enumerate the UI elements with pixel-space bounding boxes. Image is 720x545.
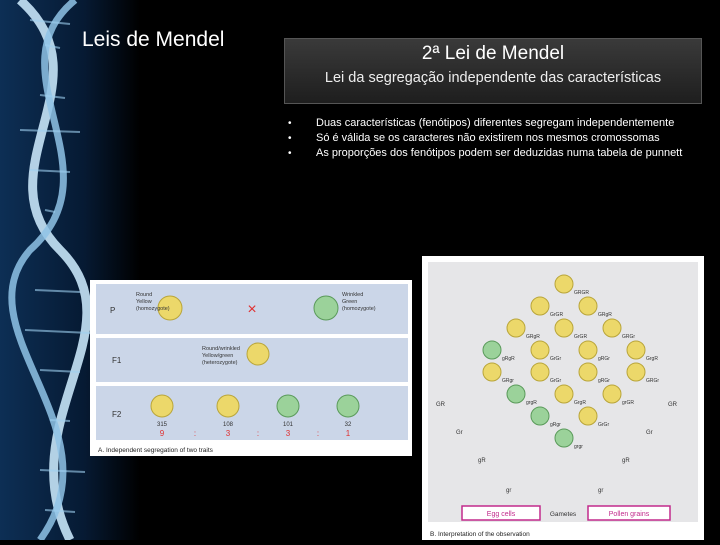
left-label: gr [506, 488, 512, 494]
gen-f1: F1 [112, 356, 122, 365]
figure-b-caption: B. Interpretation of the observation [430, 531, 530, 538]
punnett-seed [531, 297, 549, 315]
cross-symbol: × [247, 301, 257, 318]
bullet-dot: • [288, 133, 292, 144]
ratio-4: 1 [345, 429, 351, 438]
f1-line3: (heterozygote) [202, 360, 238, 366]
parent2-line1: Wrinkled [342, 292, 364, 298]
seed-wrinkled-green [314, 296, 338, 320]
punnett-genotype: gRGr [598, 378, 610, 384]
slide-title: Leis de Mendel [82, 28, 225, 51]
heading-box [284, 38, 702, 104]
punnett-genotype: grGR [622, 400, 634, 406]
punnett-genotype: GRGr [622, 334, 636, 340]
punnett-seed [507, 385, 525, 403]
punnett-genotype: GrGR [550, 312, 564, 318]
ratio-1: 9 [159, 429, 165, 438]
punnett-genotype: grgR [526, 400, 537, 406]
ratio-3: 3 [285, 429, 291, 438]
punnett-genotype: GRgR [598, 312, 612, 318]
egg-cells-label: Egg cells [486, 511, 516, 518]
punnett-seed [627, 363, 645, 381]
punnett-genotype: GrGr [550, 378, 562, 384]
subheading: Lei da segregação independente das características [324, 70, 662, 86]
punnett-genotype: GrgR [574, 400, 586, 406]
pollen-grains-label: Pollen grains [608, 511, 650, 518]
punnett-genotype: GrGR [574, 334, 588, 340]
punnett-seed [531, 363, 549, 381]
punnett-seed [531, 341, 549, 359]
punnett-seed [507, 319, 525, 337]
count-3: 101 [282, 422, 294, 428]
right-label: GR [668, 402, 677, 408]
punnett-genotype: gRgR [502, 356, 515, 362]
punnett-seed [555, 275, 573, 293]
punnett-seed [627, 341, 645, 359]
punnett-genotype: gRGr [598, 356, 610, 362]
punnett-seed [579, 407, 597, 425]
punnett-genotype: GrGr [550, 356, 562, 362]
gen-p: P [110, 306, 116, 315]
count-2: 108 [222, 422, 234, 428]
right-label: gr [598, 488, 604, 494]
figure-a-caption: A. Independent segregation of two traits [98, 447, 213, 454]
seed-f2-round-yellow [151, 395, 173, 417]
punnett-genotype: GRGR [574, 290, 589, 296]
bullet-dot: • [288, 148, 292, 159]
f2-panel [96, 386, 408, 440]
ratio-sep: : [256, 429, 260, 438]
f1-line2: Yellow/green [202, 353, 234, 359]
ratio-sep: : [316, 429, 320, 438]
seed-f2-round-green [277, 395, 299, 417]
left-label: Gr [456, 430, 463, 436]
figure-independent-segregation [90, 280, 412, 456]
bullet-text: Duas características (fenótipos) diferentes segregam independentemente [316, 117, 675, 129]
bullet-text: As proporções dos fenótipos podem ser deduzidas numa tabela de punnett [316, 147, 683, 159]
punnett-genotype: GrgR [646, 356, 658, 362]
seed-f1 [247, 343, 269, 365]
punnett-genotype: GRgr [502, 378, 514, 384]
ratio-2: 3 [225, 429, 231, 438]
figure-punnett-interpretation [422, 256, 704, 540]
f1-line1: Round/wrinkled [202, 346, 240, 352]
seed-f2-wrinkled-green [337, 395, 359, 417]
parent1-line1: Round [136, 292, 153, 298]
punnett-seed [579, 363, 597, 381]
parent2-line2: Green [342, 299, 358, 305]
seed-f2-wrinkled-yellow [217, 395, 239, 417]
count-1: 315 [156, 422, 168, 428]
punnett-seed [555, 385, 573, 403]
right-label: gR [622, 458, 630, 464]
punnett-seed [555, 319, 573, 337]
right-label: Gr [646, 430, 653, 436]
parent1-line3: (homozygote) [136, 306, 170, 312]
punnett-seed [483, 363, 501, 381]
left-label: GR [436, 402, 445, 408]
bullet-item [286, 116, 706, 131]
gametes-label: Gametes [549, 511, 577, 518]
parent2-line3: (homozygote) [342, 306, 376, 312]
dna-helix-illustration [0, 0, 140, 540]
bullet-text: Só é válida se os caracteres não existirem nos mesmos cromossomas [316, 132, 660, 144]
punnett-seed [531, 407, 549, 425]
bullet-list [286, 116, 706, 161]
punnett-genotype: gRgr [550, 422, 561, 428]
punnett-seed [483, 341, 501, 359]
bullet-item [286, 131, 706, 146]
punnett-genotype: GRGr [646, 378, 660, 384]
punnett-seed [555, 429, 573, 447]
punnett-genotype: grgr [574, 444, 583, 450]
left-label: gR [478, 458, 486, 464]
count-4: 32 [344, 422, 352, 428]
punnett-seed [579, 341, 597, 359]
heading: 2ª Lei de Mendel [421, 43, 565, 64]
punnett-genotype: GRgR [526, 334, 540, 340]
ratio-sep: : [193, 429, 197, 438]
punnett-seed [603, 319, 621, 337]
bullet-item [286, 146, 706, 161]
punnett-seed [579, 297, 597, 315]
gen-f2: F2 [112, 410, 122, 419]
bullet-dot: • [288, 118, 292, 129]
punnett-seed [603, 385, 621, 403]
punnett-genotype: GrGr [598, 422, 610, 428]
parent1-line2: Yellow [136, 299, 152, 305]
